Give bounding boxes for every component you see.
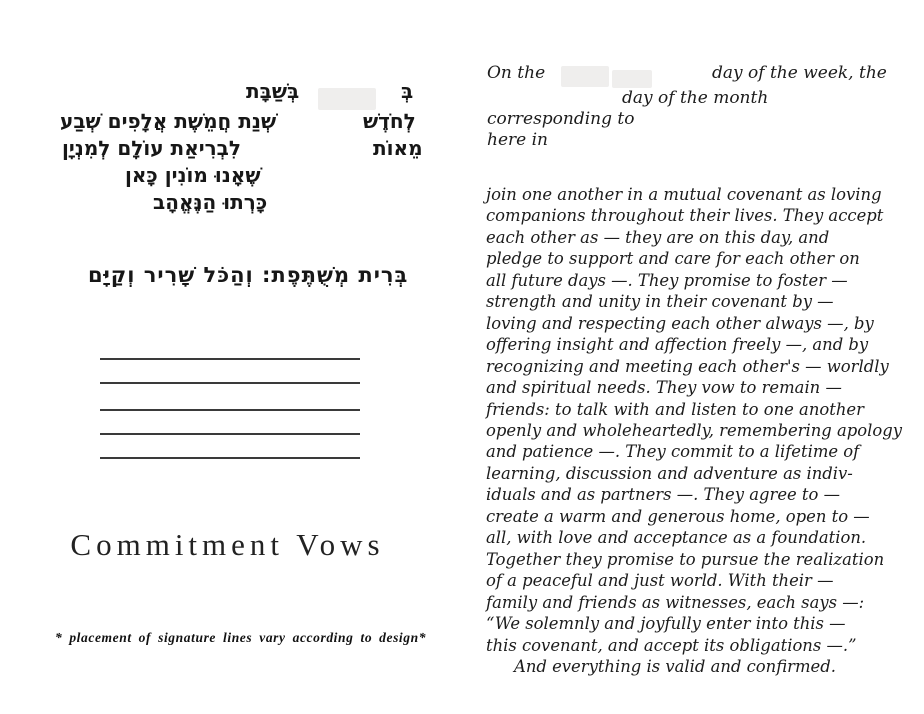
vow-line: all future days —. They promise to foster — xyxy=(486,270,848,290)
vow-line: friends: to talk with and listen to one another xyxy=(486,399,864,419)
vow-line: recognizing and meeting each other's — worldly xyxy=(486,356,889,376)
header-corresponding-to: corresponding to xyxy=(487,109,635,129)
whiteout-mark xyxy=(318,88,376,110)
signature-line xyxy=(100,433,360,435)
hebrew-on-shabbat: בְּשַׁבָּת xyxy=(246,79,300,103)
vow-line: this covenant, and accept its obligations —.” xyxy=(486,635,857,655)
vow-line: strength and unity in their covenant by — xyxy=(486,292,834,312)
whiteout-mark xyxy=(612,70,652,88)
hebrew-creation-of-world: לִבְרִיאַת עוֹלָם לְמִנְיָן xyxy=(62,136,241,160)
header-day-of-month: day of the month xyxy=(622,88,769,108)
vow-line: of a peaceful and just world. With their — xyxy=(486,571,834,591)
vow-line: And everything is valid and confirmed. xyxy=(514,656,836,676)
vow-line: learning, discussion and adventure as indiv- xyxy=(486,463,853,483)
vow-line: join one another in a mutual covenant as loving xyxy=(486,185,882,204)
signature-line xyxy=(100,358,360,360)
signature-line xyxy=(100,457,360,459)
vow-line: and spiritual needs. They vow to remain — xyxy=(486,378,842,398)
footnote-text: * placement of signature lines vary according to design* xyxy=(55,630,427,645)
signature-line xyxy=(100,382,360,384)
whiteout-mark xyxy=(561,66,609,87)
header-on-the: On the xyxy=(487,63,546,83)
vow-line: all, with love and acceptance as a foundation. xyxy=(486,528,867,548)
hebrew-beloved-entered: כָּרְתוּ הַנֶּאֱהָב xyxy=(153,190,268,214)
vow-line: create a warm and generous home, open to — xyxy=(486,506,870,526)
vow-line: offering insight and affection freely —, and by xyxy=(486,335,869,355)
vow-line: family and friends as witnesses, each says —: xyxy=(486,592,865,612)
page-title: Commitment Vows xyxy=(70,527,385,562)
vow-line: openly and wholeheartedly, remembering apology xyxy=(486,420,902,440)
header-day-of-week: day of the week, the xyxy=(712,63,887,83)
hebrew-day-prefix: בְּ xyxy=(401,79,414,103)
vow-line: loving and respecting each other always —, by xyxy=(486,313,874,333)
vow-paragraph xyxy=(486,184,916,677)
vow-line: pledge to support and care for each other on xyxy=(486,249,860,269)
signature-line xyxy=(100,409,360,411)
vow-line: iduals and as partners —. They agree to — xyxy=(486,485,840,505)
hebrew-mutual-covenant-valid: בְּרִית מְשֻׁתֶּפֶת: וְהַכֹּל שָׁרִיר וְקַיָּם xyxy=(88,263,409,287)
hebrew-we-count-here: שֶׁאָנוּ מוֹנִין כָּאן xyxy=(125,163,261,187)
hebrew-year-five-thousand: שְׁנַת חֲמֵשֶׁת אֲלָפִים שְׁבַע xyxy=(60,109,277,133)
vow-line: companions throughout their lives. They accept xyxy=(486,206,884,226)
signature-lines-block xyxy=(100,358,360,481)
hebrew-hundreds: מֵאוֹת xyxy=(373,136,423,160)
vow-line: each other as — they are on this day, and xyxy=(486,227,830,247)
vow-line: Together they promise to pursue the realization xyxy=(486,549,885,569)
header-here-in: here in xyxy=(487,130,548,150)
vow-line: “We solemnly and joyfully enter into this — xyxy=(486,614,846,634)
hebrew-of-month: לְחֹדֶשׁ xyxy=(363,109,416,133)
vow-line: and patience —. They commit to a lifetime of xyxy=(486,442,860,462)
